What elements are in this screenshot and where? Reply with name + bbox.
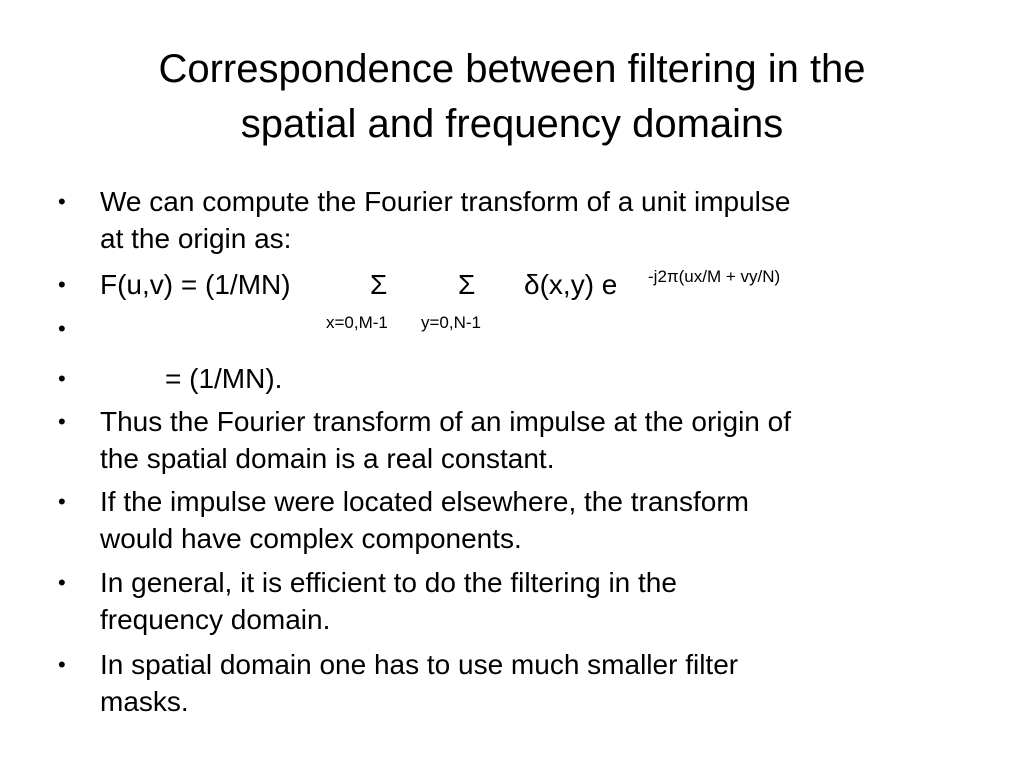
bullet-text [100,483,960,557]
sigma-subscript-1: x=0,M-1 [326,313,388,332]
bullet-text [100,646,960,720]
bullet-text-line: would have complex components. [100,523,522,554]
bullet-text-line: We can compute the Fourier transform of a unit impulse [100,186,791,217]
bullet-icon: • [58,316,66,341]
bullet-text [165,360,1024,397]
bullet-icon: • [58,489,66,514]
slide-title-line-1: Correspondence between filtering in the [158,47,866,91]
bullet-text [100,564,960,638]
bullet-icon: • [58,366,66,391]
formula-exponent: -j2π(ux/M + vy/N) [648,267,781,286]
bullet-icon: • [58,652,66,677]
bullet-text-line: = (1/MN). [165,363,283,394]
bullet-text-line: frequency domain. [100,604,331,635]
formula-lhs: F(u,v) = (1/MN) [100,269,291,300]
bullet-text-line: the spatial domain is a real constant. [100,443,555,474]
bullet-icon: • [58,409,66,434]
bullet-text-line: Thus the Fourier transform of an impulse at the origin of [100,406,791,437]
bullet-text-line: If the impulse were located elsewhere, the transform [100,486,749,517]
sigma-subscript-2: y=0,N-1 [421,313,481,332]
bullet-text-line: at the origin as: [100,223,292,254]
sigma-symbol-1: Σ [370,269,388,300]
bullet-text-line: masks. [100,686,189,717]
bullet-text-line: In general, it is efficient to do the filtering in the [100,567,677,598]
bullet-icon: • [58,189,66,214]
bullet-text [100,403,960,477]
formula-delta: δ(x,y) e [524,269,618,300]
bullet-icon: • [58,570,66,595]
sigma-symbol-2: Σ [458,269,476,300]
slide-title-line-2: spatial and frequency domains [240,102,784,146]
bullet-text-line: In spatial domain one has to use much smaller filter [100,649,739,680]
bullet-text [100,183,960,257]
bullet-icon: • [58,272,66,297]
